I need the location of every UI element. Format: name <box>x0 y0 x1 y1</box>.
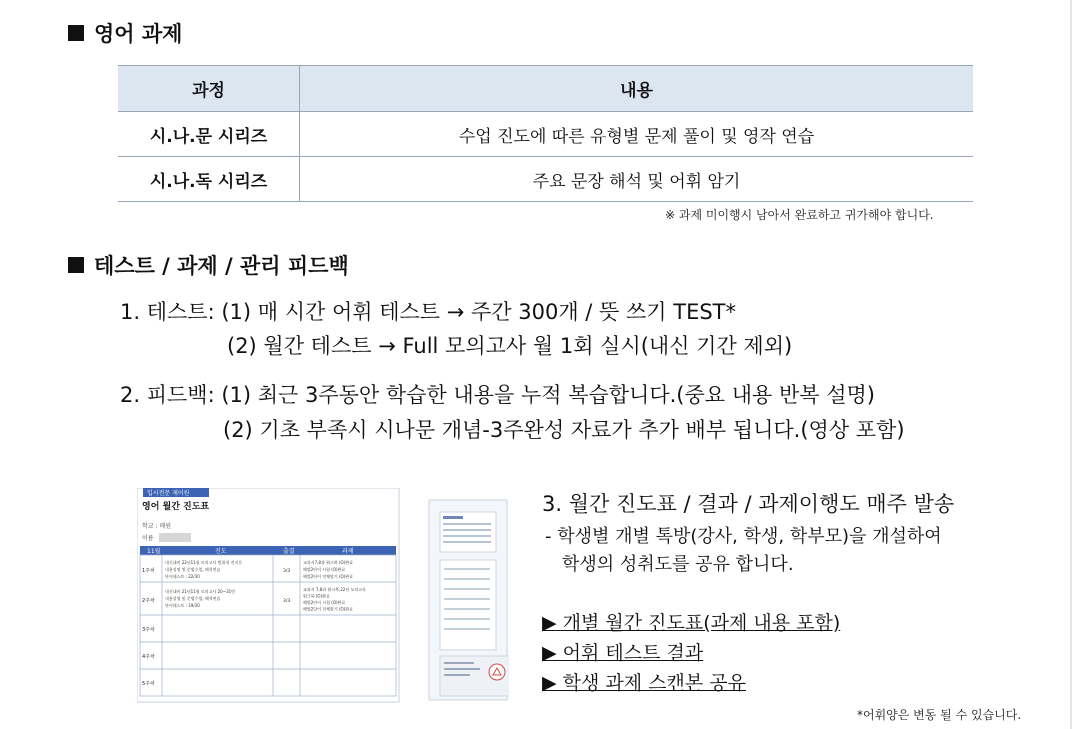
header-content: 내용 <box>300 66 974 112</box>
content-cell: 주요 문장 해석 및 어휘 암기 <box>300 157 974 202</box>
report-header-attendance: 출결 <box>283 548 295 555</box>
report-week: 2주차 <box>142 598 155 604</box>
report-cell-line: 내용설명 및 문법수업, 해석연습 <box>165 567 221 572</box>
content-cell: 수업 진도에 따른 유형별 문제 풀이 및 영작 연습 <box>300 112 974 157</box>
report-cell-line: 단어테스트 : 22/30 <box>165 574 200 579</box>
section3-desc-1: - 학생별 개별 톡방(강사, 학생, 학부모)을 개설하여 <box>545 526 942 547</box>
link-vocab-test-results[interactable]: ▶ 어휘 테스트 결과 <box>542 642 704 664</box>
section-title-text: 영어 과제 <box>94 22 183 46</box>
report-header-month: 11월 <box>147 548 161 555</box>
link-homework-scan[interactable]: ▶ 학생 과제 스캔본 공유 <box>542 672 746 694</box>
report-tag: 입시전문 제이원 <box>147 490 190 497</box>
report-header-homework: 과제 <box>342 548 354 555</box>
report-cell-line: 해법2단어 전체암기 (O)완료 <box>303 606 353 612</box>
report-week: 4주차 <box>142 654 155 660</box>
report-header-progress: 진도 <box>215 548 227 555</box>
section-title-feedback <box>68 250 349 280</box>
header-course: 과정 <box>118 66 300 112</box>
report-cell-line: 내신대비 21년11월 모의고사 20~31번 <box>165 589 236 594</box>
report-cell-line: 해법2단어 시험 (O)완료 <box>303 567 346 572</box>
report-title: 영어 월간 진도표 <box>142 502 210 512</box>
report-week: 1주차 <box>142 568 155 574</box>
course-cell: 시.나.문 시리즈 <box>118 112 300 157</box>
section-title-english-homework <box>68 18 182 48</box>
square-bullet-icon <box>68 257 84 273</box>
report-name: 이름 <box>142 535 154 542</box>
report-attendance-cell: 3/3 <box>283 569 291 574</box>
report-cell-line: 워크북 (O)완료 <box>303 593 330 599</box>
report-cell-line: 해법2단어 전체암기 (O)완료 <box>303 574 353 579</box>
section-title-text: 테스트 / 과제 / 관리 피드백 <box>94 254 349 278</box>
test-line-2: (2) 월간 테스트 → Full 모의고사 월 1회 실시(내신 기간 제외) <box>227 334 793 358</box>
table-row <box>118 157 973 202</box>
monthly-report-image <box>137 488 509 703</box>
link-monthly-progress[interactable]: ▶ 개별 월간 진도표(과제 내용 포함) <box>542 612 841 634</box>
report-attendance-cell: 3/3 <box>283 599 291 604</box>
footnote: *어휘양은 변동 될 수 있습니다. <box>857 708 1022 722</box>
report-week: 3주차 <box>142 627 155 633</box>
table-row <box>118 112 973 157</box>
homework-note: ※ 과제 미이행시 남아서 완료하고 귀가해야 합니다. <box>665 208 934 222</box>
report-cell-line: 내용설명 및 문법수업, 해석연습 <box>165 596 221 601</box>
course-cell: 시.나.독 시리즈 <box>118 157 300 202</box>
feedback-line-1: 2. 피드백: (1) 최근 3주동안 학습한 내용을 누적 복습합니다.(중요 내용 반복 설명) <box>120 383 875 407</box>
report-cell-line: 해법2단어 시험 (O)완료 <box>303 600 346 605</box>
report-cell-line: 교과서 7,8과 워크북,22년 모의고사 <box>303 587 366 592</box>
homework-table <box>118 65 973 202</box>
test-line-1: 1. 테스트: (1) 매 시간 어휘 테스트 → 주간 300개 / 뜻 쓰기 TEST* <box>120 300 737 324</box>
report-cell-line: 내신대비 22년11월 모의고사 범위내 전지문 <box>165 560 243 565</box>
section3-title: 3. 월간 진도표 / 결과 / 과제이행도 매주 발송 <box>542 492 955 516</box>
section3-desc-2: 학생의 성취도를 공유 합니다. <box>562 554 794 575</box>
report-school: 학교 : 매원 <box>142 523 172 530</box>
square-bullet-icon <box>68 25 84 41</box>
feedback-line-2: (2) 기초 부족시 시나문 개념-3주완성 자료가 추가 배부 됩니다.(영상 포함) <box>223 418 905 442</box>
report-cell-line: 교과서7,8과 워크북 (O)완료 <box>303 560 353 565</box>
report-week: 5주차 <box>142 681 155 687</box>
table-header-row <box>118 66 973 112</box>
report-cell-line: 단어테스트 : 19/30 <box>165 603 200 608</box>
